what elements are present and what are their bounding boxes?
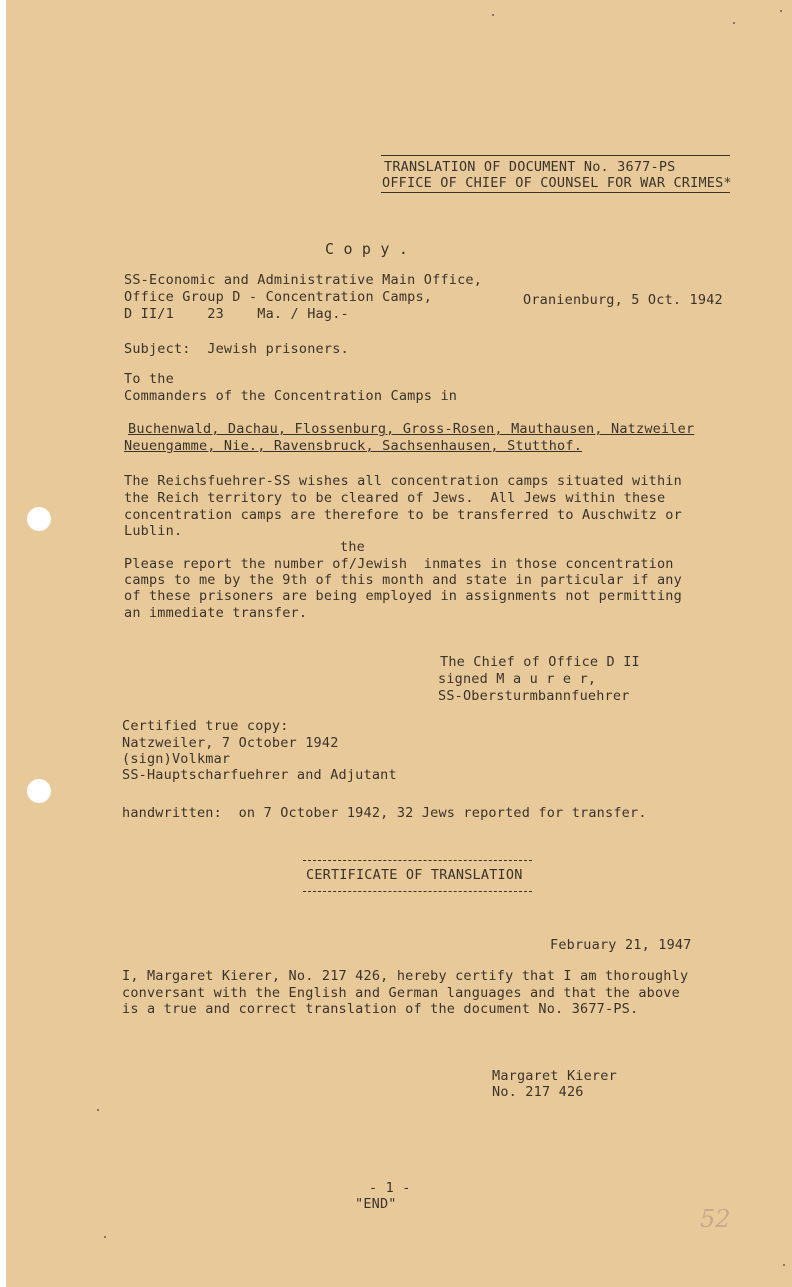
- certified-line-1: Certified true copy:: [122, 718, 289, 734]
- certificate-title: CERTIFICATE OF TRANSLATION: [306, 867, 523, 883]
- recipient-line-1: To the: [124, 371, 174, 387]
- scan-speck: [783, 1264, 785, 1266]
- scan-speck: [492, 14, 494, 16]
- translator-name: Margaret Kierer: [492, 1068, 617, 1084]
- end-marker: "END": [355, 1196, 397, 1212]
- margin-mark: 52: [700, 1205, 731, 1233]
- certified-line-2: Natzweiler, 7 October 1942: [122, 735, 339, 751]
- header-line-1: TRANSLATION OF DOCUMENT No. 3677-PS: [384, 159, 676, 175]
- translator-number: No. 217 426: [492, 1084, 584, 1100]
- sender-line-2: Office Group D - Concentration Camps,: [124, 289, 433, 305]
- certificate-text-line-3: is a true and correct translation of the document No. 3677-PS.: [122, 1001, 639, 1017]
- paragraph1-line-3: concentration camps are therefore to be transferred to Auschwitz or: [124, 507, 682, 523]
- punch-hole-top: [27, 507, 51, 531]
- handwritten-note: handwritten: on 7 October 1942, 32 Jews reported for transfer.: [122, 805, 647, 821]
- certified-line-3: (sign)Volkmar: [122, 751, 231, 767]
- insertion-word: the: [340, 539, 365, 555]
- sender-line-3: D II/1 23 Ma. / Hag.-: [124, 306, 349, 322]
- paragraph2-line-4: an immediate transfer.: [124, 605, 308, 621]
- paragraph2-line-2: camps to me by the 9th of this month and state in particular if any: [124, 572, 682, 588]
- camps-line-1: Buchenwald, Dachau, Flossenburg, Gross-Rosen, Mauthausen, Natzweiler: [128, 421, 695, 437]
- signature-line-2: signed M a u r e r,: [438, 671, 597, 687]
- subject-line: Subject: Jewish prisoners.: [124, 341, 349, 357]
- page-number: - 1 -: [369, 1180, 411, 1196]
- camps-line-2: Neuengamme, Nie., Ravensbruck, Sachsenhausen, Stutthof.: [124, 438, 583, 454]
- certificate-text-line-1: I, Margaret Kierer, No. 217 426, hereby certify that I am thoroughly: [122, 968, 689, 984]
- certificate-rule-bottom: [303, 891, 532, 892]
- certificate-rule-top: [303, 860, 532, 861]
- page-edge: [0, 0, 6, 1287]
- place-date: Oranienburg, 5 Oct. 1942: [523, 292, 723, 308]
- paragraph2-line-1: Please report the number of/Jewish inmates in those concentration: [124, 556, 674, 572]
- scan-speck: [733, 22, 735, 24]
- signature-line-3: SS-Obersturmbannfuehrer: [438, 688, 630, 704]
- certificate-date: February 21, 1947: [550, 937, 692, 953]
- signature-line-1: The Chief of Office D II: [440, 654, 640, 670]
- paragraph1-line-2: the Reich territory to be cleared of Jews. All Jews within these: [124, 490, 666, 506]
- header-line-2: OFFICE OF CHIEF OF COUNSEL FOR WAR CRIMES*: [382, 175, 732, 191]
- scan-speck: [104, 1236, 106, 1238]
- scan-speck: [97, 1109, 99, 1111]
- paragraph1-line-1: The Reichsfuehrer-SS wishes all concentration camps situated within: [124, 473, 682, 489]
- sender-line-1: SS-Economic and Administrative Main Office,: [124, 272, 483, 288]
- certificate-text-line-2: conversant with the English and German languages and that the above: [122, 985, 680, 1001]
- certified-line-4: SS-Hauptscharfuehrer and Adjutant: [122, 767, 397, 783]
- punch-hole-bottom: [27, 779, 51, 803]
- scan-speck: [780, 10, 782, 12]
- header-rule-bottom: [381, 192, 730, 193]
- recipient-line-2: Commanders of the Concentration Camps in: [124, 388, 458, 404]
- header-rule-top: [381, 155, 730, 156]
- paragraph2-line-3: of these prisoners are being employed in assignments not permitting: [124, 588, 682, 604]
- paragraph1-line-4: Lublin.: [124, 523, 183, 539]
- copy-label: C o p y .: [325, 240, 409, 258]
